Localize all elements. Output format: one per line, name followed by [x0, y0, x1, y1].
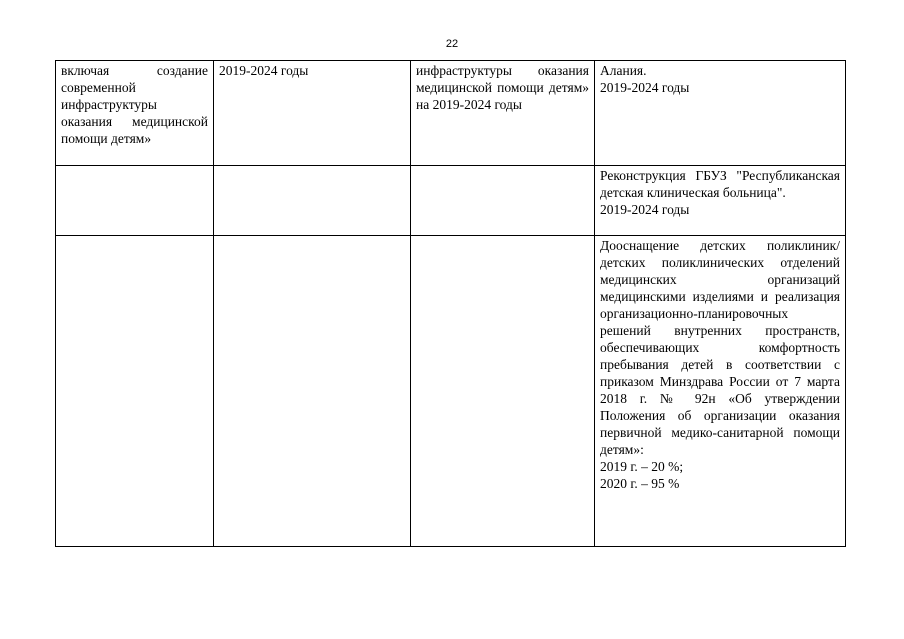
table-cell [595, 61, 846, 166]
table-row [56, 236, 846, 547]
table-cell [411, 236, 595, 547]
cell-line: 2020 г. – 95 % [600, 476, 680, 491]
table-cell [214, 236, 411, 547]
table-cell [56, 166, 214, 236]
table-cell [214, 166, 411, 236]
cell-text: Дооснащение детских поликлиник/детских поликлинических отделений медицинских организаций медицинскими изделиями и реализация организационно-планировочных решений внутренних пространств, обеспечивающих комфортность пребывания детей в соответствии с приказом Минздрава России от 7 марта 2018 г. № 92н «Об утверждении Положения об организации оказания первичной медико-санитарной помощи детям»: [600, 238, 840, 457]
cell-text: 2019-2024 годы [219, 63, 309, 78]
table-cell [214, 61, 411, 166]
table-cell [595, 166, 846, 236]
table-row [56, 61, 846, 166]
cell-line: 2019 г. – 20 %; [600, 459, 684, 474]
table-cell [595, 236, 846, 547]
data-table [55, 60, 846, 547]
cell-line: 2019-2024 годы [600, 202, 690, 217]
cell-text: включая создание современной инфраструктуры оказания медицинской помощи детям» [61, 63, 208, 146]
page-number: 22 [445, 38, 459, 50]
cell-line: 2019-2024 годы [600, 80, 690, 95]
table-cell [56, 236, 214, 547]
table-cell [411, 166, 595, 236]
cell-line: Алания. [600, 63, 647, 78]
cell-text: инфраструктуры оказания медицинской помощи детям» на 2019-2024 годы [416, 63, 589, 112]
cell-text: Реконструкция ГБУЗ "Республиканская детская клиническая больница". [600, 168, 840, 200]
table-cell [56, 61, 214, 166]
table-cell [411, 61, 595, 166]
table-row [56, 166, 846, 236]
